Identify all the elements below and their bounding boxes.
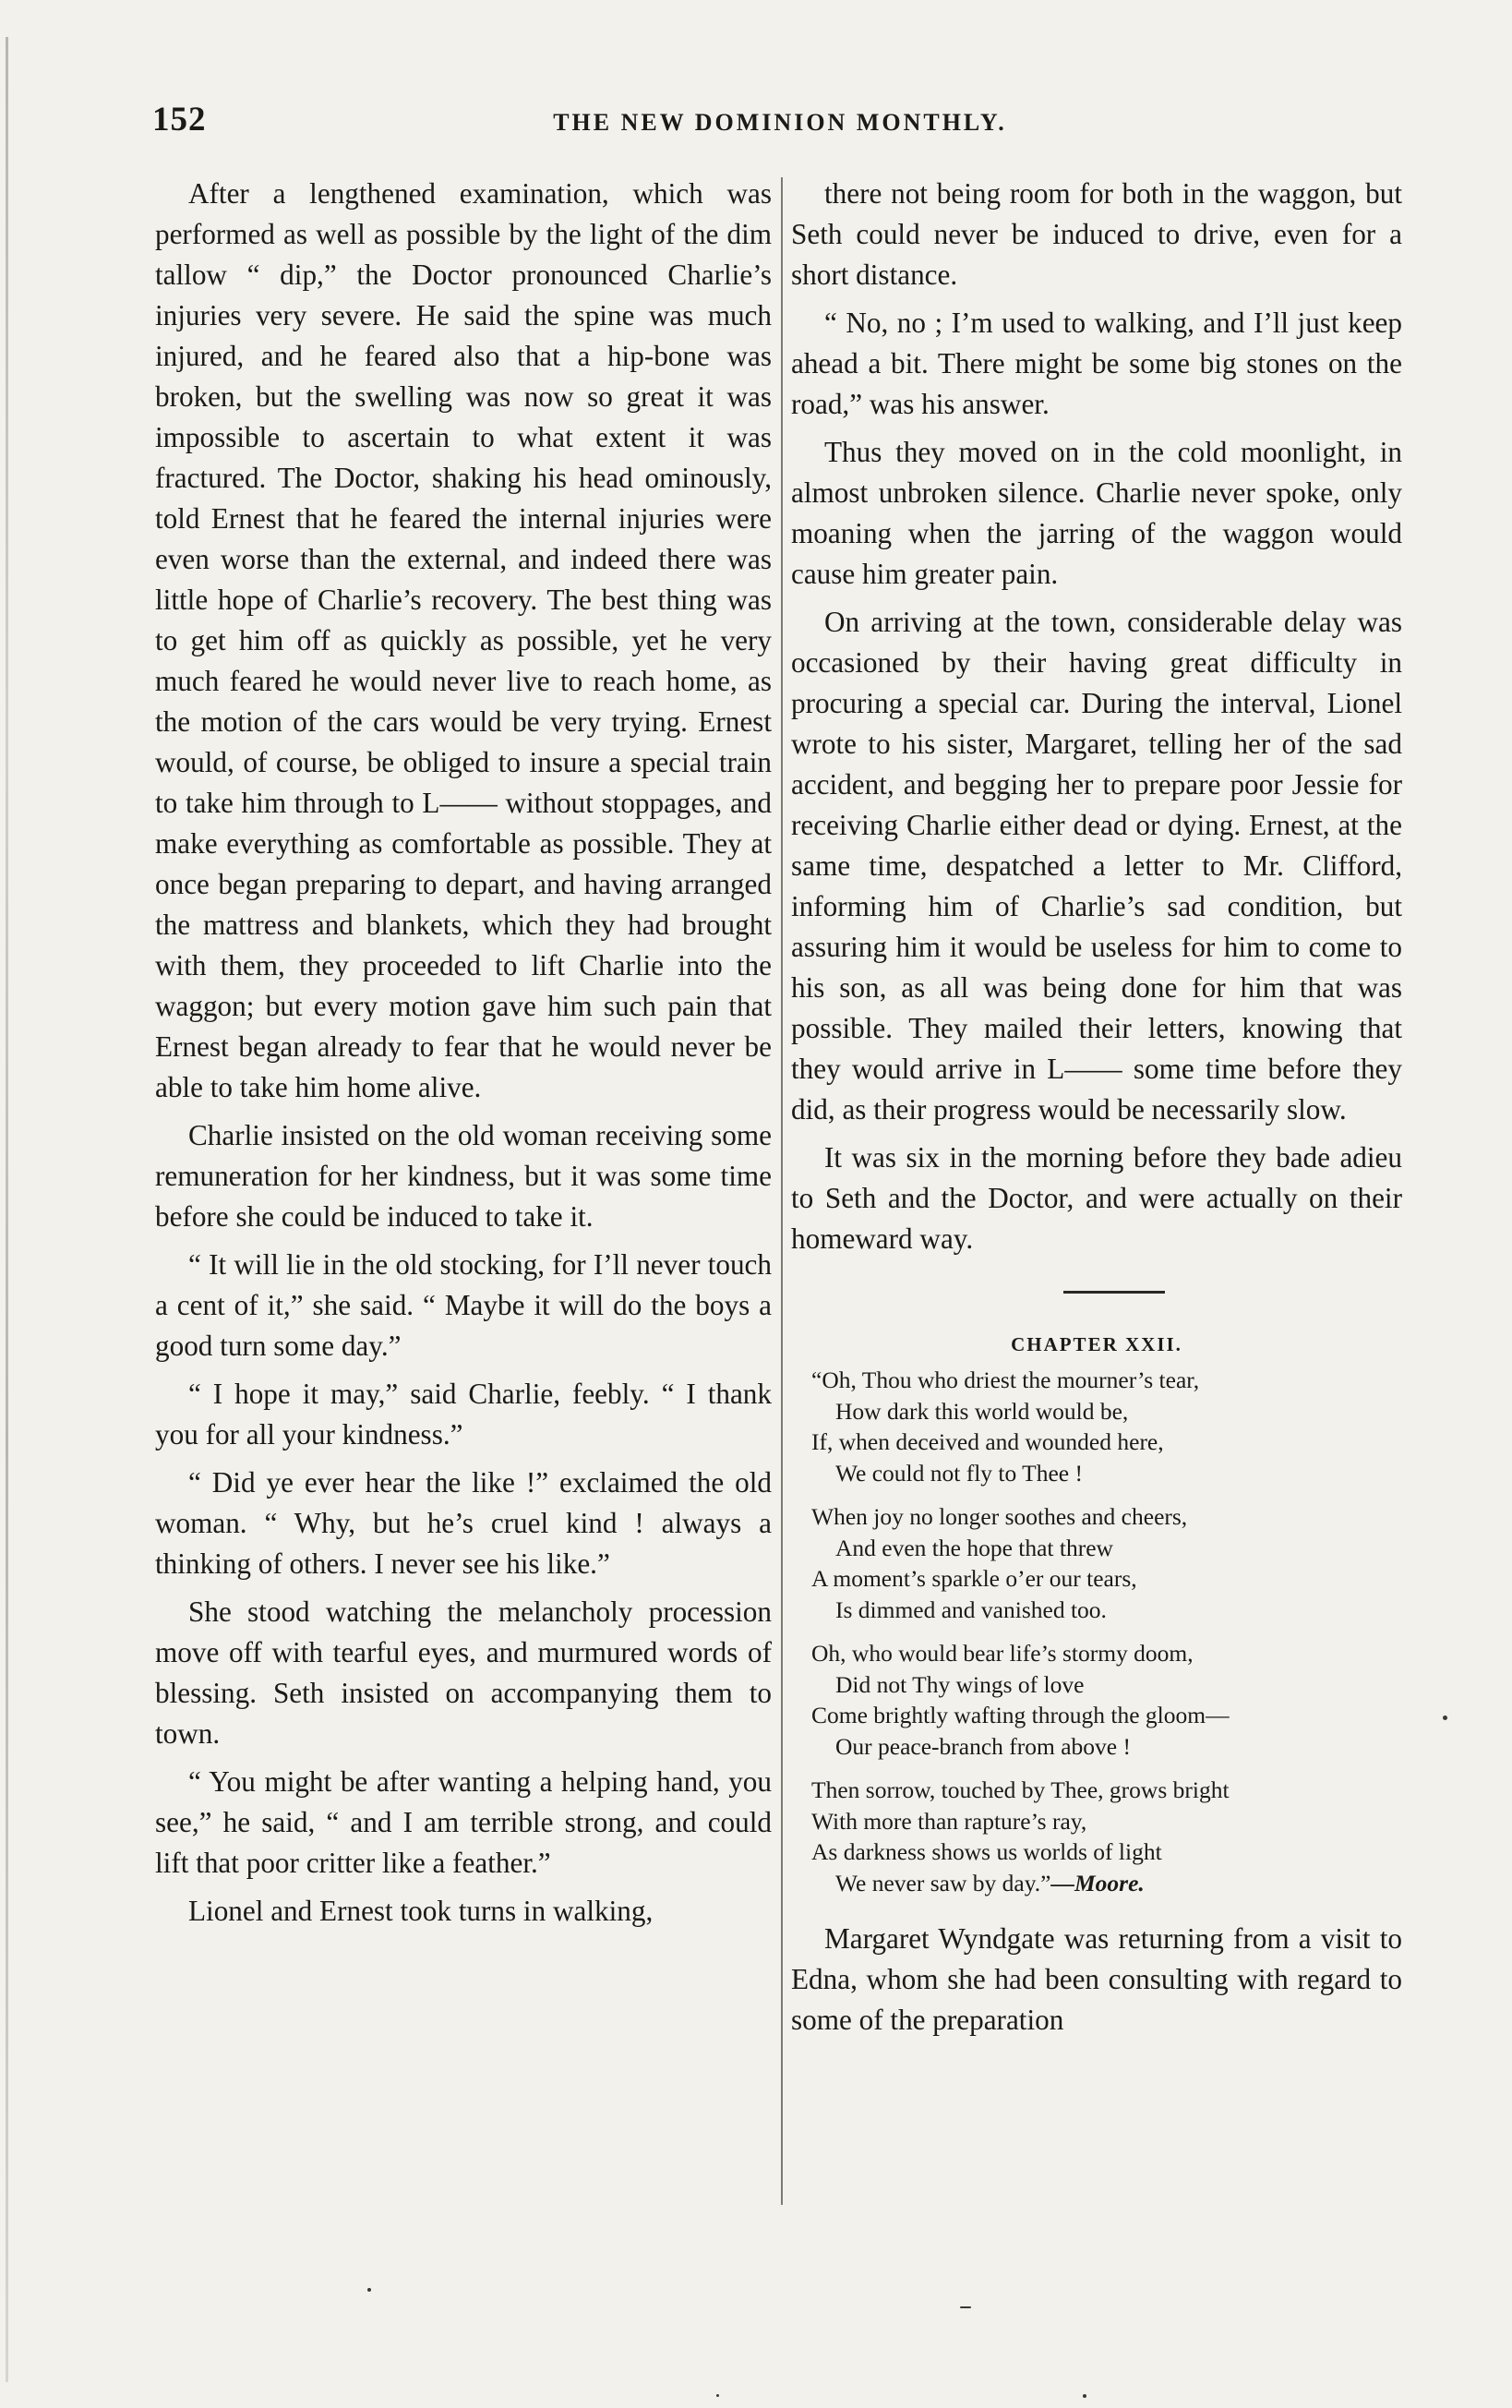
poem-line: Our peace-branch from above ! xyxy=(835,1732,1131,1760)
ink-speck xyxy=(1443,1716,1447,1720)
chapter-heading: CHAPTER XXII. xyxy=(1011,1333,1182,1355)
paragraph: Thus they moved on in the cold moonlight, in almost unbroken silence. Charlie never spoke, only moaning when the jarring of the waggon would cause him greater pain. xyxy=(791,436,1402,590)
poem-line: We never saw by day.” xyxy=(835,1869,1051,1896)
column-divider xyxy=(781,177,783,2205)
poem-stanza xyxy=(811,1638,1402,1762)
poem-line: If, when deceived and wounded here, xyxy=(811,1428,1164,1455)
poem-line: Come brightly wafting through the gloom— xyxy=(811,1702,1230,1728)
paragraph: Lionel and Ernest took turns in walking, xyxy=(188,1895,654,1927)
poem-line: Then sorrow, touched by Thee, grows bright xyxy=(811,1776,1230,1803)
poem-stanza xyxy=(811,1501,1402,1625)
left-column xyxy=(155,174,772,1932)
poem-line: “Oh, Thou who driest the mourner’s tear, xyxy=(811,1367,1200,1393)
ink-speck xyxy=(367,2288,371,2292)
poem-line: Is dimmed and vanished too. xyxy=(835,1595,1107,1623)
ink-speck xyxy=(960,2306,971,2308)
paragraph: After a lengthened examination, which was performed as well as possible by the light of the dim tallow “ dip,” the Doctor pronounced Charlie’s injuries very severe. He said the spine was much injured, and he feared also that a hip-bone was broken, but the swelling was now so great it was impossible to ascertain to what extent it was fractured. The Doctor, shaking his head ominously, told Ernest that he feared the internal injuries were even worse than the external, and indeed there was little hope of Charlie’s recovery. The best thing was to get him off as quickly as possible, yet he very much feared he would never live to reach home, as the motion of the cars would be very trying. Ernest would, of course, be obliged to insure a special train to take him through to L—— without stoppages, and make everything as comfortable as possible. They at once began preparing to depart, and having arranged the mattress and blankets, which they had brought with them, they proceeded to lift Charlie into the waggon; but every motion gave him such pain that Ernest began already to fear that he would never be able to take him home alive. xyxy=(155,177,772,1103)
poem-stanza xyxy=(811,1365,1402,1488)
ink-speck xyxy=(716,2394,719,2397)
poem-line: A moment’s sparkle o’er our tears, xyxy=(811,1565,1137,1592)
right-column xyxy=(791,174,1402,2041)
page-number: 152 xyxy=(152,101,207,138)
poem-line: How dark this world would be, xyxy=(835,1397,1129,1425)
poem-line: With more than rapture’s ray, xyxy=(811,1807,1087,1835)
paragraph: It was six in the morning before they bade adieu to Seth and the Doctor, and were actually on their homeward way. xyxy=(791,1141,1402,1255)
paragraph: She stood watching the melancholy procession move off with tearful eyes, and murmured words of blessing. Seth insisted on accompanying them to town. xyxy=(155,1595,772,1750)
poem-line: Oh, who would bear life’s stormy doom, xyxy=(811,1640,1194,1667)
paragraph: “ Did ye ever hear the like !” exclaimed the old woman. “ Why, but he’s cruel kind ! always a thinking of others. I never see his like.” xyxy=(155,1466,772,1580)
poem-line: And even the hope that threw xyxy=(835,1534,1113,1561)
page-edge-shadow xyxy=(6,37,8,2382)
paragraph: there not being room for both in the waggon, but Seth could never be induced to drive, even for a short distance. xyxy=(791,177,1402,291)
paragraph: On arriving at the town, considerable delay was occasioned by their having great difficulty in procuring a special car. During the interval, Lionel wrote to his sister, Margaret, telling her of the sad accident, and begging her to prepare poor Jessie for receiving Charlie either dead or dying. Ernest, at the same time, despatched a letter to Mr. Clifford, informing him of Charlie’s sad condition, but assuring him it would be useless for him to come to his son, as all was being done for him that was possible. They mailed their letters, knowing that they would arrive in L—— some time before they did, as their progress would be necessarily slow. xyxy=(791,606,1402,1126)
paragraph: “ No, no ; I’m used to walking, and I’ll just keep ahead a bit. There might be some big stones on the road,” was his answer. xyxy=(791,307,1402,420)
poem-line: We could not fly to Thee ! xyxy=(835,1459,1083,1487)
running-title: THE NEW DOMINION MONTHLY. xyxy=(553,109,1007,136)
paragraph: “ It will lie in the old stocking, for I’ll never touch a cent of it,” she said. “ Maybe it will do the boys a good turn some day.” xyxy=(155,1248,772,1362)
poem-line: Did not Thy wings of love xyxy=(835,1670,1085,1698)
paragraph: “ You might be after wanting a helping hand, you see,” he said, “ and I am terrible strong, and could lift that poor critter like a feather.” xyxy=(155,1765,772,1879)
poem-last-line xyxy=(811,1868,1402,1899)
poem-line: As darkness shows us worlds of light xyxy=(811,1838,1162,1865)
section-rule xyxy=(791,1267,1402,1318)
poem-line: When joy no longer soothes and cheers, xyxy=(811,1503,1188,1530)
poem-attribution: —Moore. xyxy=(1050,1869,1145,1896)
epigraph-poem xyxy=(811,1365,1402,1898)
paragraph: “ I hope it may,” said Charlie, feebly. “ I thank you for all your kindness.” xyxy=(155,1378,772,1451)
page-header xyxy=(152,100,1408,146)
paragraph: Charlie insisted on the old woman receiving some remuneration for her kindness, but it was some time before she could be induced to take it. xyxy=(155,1119,772,1233)
ink-speck xyxy=(1083,2394,1086,2398)
paragraph: Margaret Wyndgate was returning from a visit to Edna, whom she had been consulting with regard to some of the preparation xyxy=(791,1922,1402,2036)
poem-stanza xyxy=(811,1775,1402,1898)
